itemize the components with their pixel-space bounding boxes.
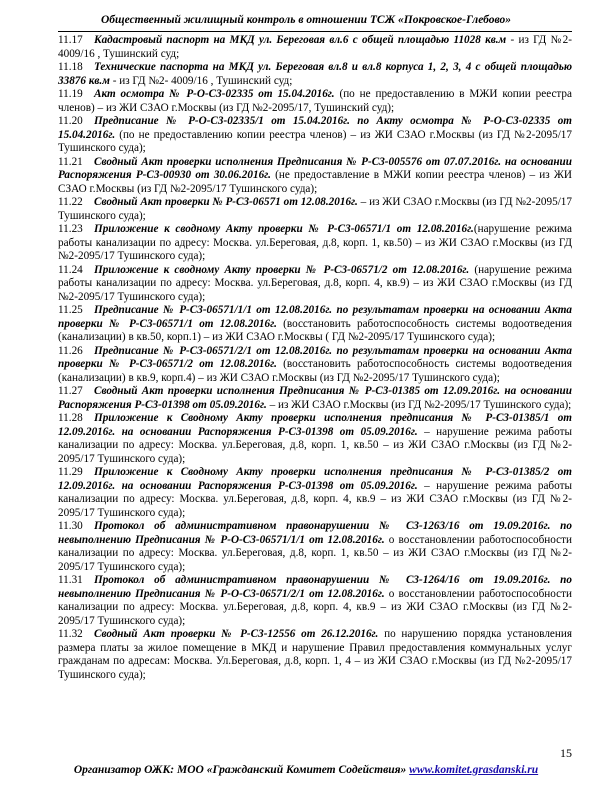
item-title: Технические паспорта на МКД ул. Береговая вл.8 и вл.8 корпуса 1, 2, 3, 4 с общей площадью 33876 кв.м [58, 61, 572, 87]
item-text: – из ЖИ СЗАО г.Москвы (из ГД №2-2095/17 Тушинского суда); [58, 196, 572, 222]
item-text: (по не предоставлению копии реестра членов) – из ЖИ СЗАО г.Москвы (из ГД №2-2095/17 Тушинского суда); [58, 128, 572, 154]
item-number: 11.23 [58, 223, 83, 235]
item-text: (нарушение режима работы канализации по адресу: Москва. ул.Береговая, д.8, корп. 1, кв.50) – из ЖИ СЗАО г.Москвы (из ГД №2-2095/17 Тушинского суда); [58, 223, 573, 262]
item-text: - из ГД №2- 4009/16 , Тушинский суд; [58, 34, 572, 60]
list-item [58, 466, 572, 520]
item-number: 11.19 [58, 88, 83, 100]
footer-organizer-text: Организатор ОЖК: МОО «Гражданский Комитет Содействия» [73, 764, 407, 776]
item-title: Приложение к сводному Акту проверки № Р-С3-06571/1 от 12.08.2016г. [94, 223, 474, 235]
list-item [58, 412, 572, 466]
item-number: 11.26 [58, 344, 83, 357]
list-item [58, 156, 572, 197]
item-title: Сводный Акт проверки исполнения Предписания № Р-С3-01385 от 12.09.2016г. на основании Распоряжения Р-С3-01398 от 05.09.2016г. [58, 385, 572, 411]
header-divider [58, 31, 572, 32]
item-text: (восстановить работоспособность системы водоотведения (канализации) в кв.50, корп.1) – из ЖИ СЗАО г.Москвы ( ГД №2-2095/17 Тушинского суда); [58, 317, 572, 343]
item-title: Приложение к Сводному Акту проверки исполнения предписания № Р-С3-01385/2 от 12.09.2016г. на основании Распоряжения Р-С3-01398 от 05.09.2016г. [58, 466, 572, 492]
list-item [58, 61, 572, 88]
item-number: 11.27 [58, 385, 83, 397]
item-number: 11.28 [58, 412, 83, 424]
item-title: Приложение к сводному Акту проверки № Р-С3-06571/2 от 12.08.2016г. [94, 263, 470, 276]
item-number: 11.32 [58, 628, 83, 640]
item-text: – нарушение режима работы канализации по адресу: Москва. ул.Береговая, д.8, корп. 4, кв.9 – из ЖИ СЗАО г.Москвы (из ГД №2-2095/17 Тушинского суда); [58, 479, 572, 519]
item-text: (по не предоставлению в МЖИ копии реестра членов) – из ЖИ СЗАО г.Москвы (из ГД №2-2095/17, Тушинский суд); [58, 88, 572, 114]
item-text: - из ГД №2- 4009/16 , Тушинский суд; [109, 74, 293, 87]
item-title: Сводный Акт проверки № Р-С3-12556 от 26.12.2016г. [94, 628, 379, 640]
item-title: Протокол об административном правонарушении № С3-1263/16 от 19.09.2016г. по невыполнению Предписания № Р-О-С3-06571/1/1 от 12.08.2016г. [58, 520, 572, 546]
list-item [58, 628, 572, 682]
item-number: 11.24 [58, 263, 83, 276]
item-text: (нарушение режима работы канализации по адресу: Москва. ул.Береговая, д.8, корп. 4, кв.9) – из ЖИ СЗАО г.Москвы (из ГД №2-2095/17 Тушинского суда); [58, 263, 572, 303]
page-header: Общественный жилищный контроль в отношении ТСЖ «Покровское-Глебово» [101, 14, 511, 26]
item-text: по нарушению порядка установления размера платы за жилое помещение в МКД и нарушение Правил предоставления коммунальных услуг гражданам по адресам: Москва. Ул.Береговая, д.8, корп. 1, 4 – из ЖИ СЗАО г.Москвы (из ГД №2-2095/17 Тушинского суда); [58, 628, 572, 681]
item-number: 11.31 [58, 574, 83, 586]
list-item [58, 34, 572, 61]
item-title: Протокол об административном правонарушении № С3-1264/16 от 19.09.2016г. по невыполнению Предписания № Р-О-С3-06571/2/1 от 12.08.2016г. [58, 574, 572, 600]
list-item [58, 223, 572, 264]
item-text: (не предоставление в МЖИ копии реестра членов) – из ЖИ СЗАО г.Москвы (из ГД №2-2095/17 Тушинского суда); [58, 169, 573, 195]
list-item [58, 520, 572, 574]
item-text: – из ЖИ СЗАО г.Москвы (из ГД №2-2095/17 Тушинского суда); [266, 398, 572, 411]
list-item [58, 196, 572, 223]
item-number: 11.25 [58, 304, 83, 316]
item-number: 11.21 [58, 155, 83, 168]
item-title: Предписание № Р-С3-06571/1/1 от 12.08.2016г. по результатам проверки на основании Акта проверки № Р-С3-06571/1 от 12.08.2016г. [58, 304, 572, 330]
item-title: Сводный Акт проверки исполнения Предписания № Р-С3-005576 от 07.07.2016г. на основании Распоряжения Р-С3-00930 от 30.06.2016г. [58, 155, 572, 181]
item-number: 11.30 [58, 520, 83, 532]
footer-website-link[interactable]: www.komitet.grasdanski.ru [409, 764, 539, 776]
page-footer [0, 764, 612, 776]
item-title: Акт осмотра № Р-О-С3-02335 от 15.04.2016г. [94, 88, 335, 100]
list-item [58, 264, 572, 305]
list-item [58, 304, 572, 345]
list-item [58, 574, 572, 628]
list-item [58, 345, 572, 386]
item-title: Предписание № Р-О-С3-02335/1 от 15.04.2016г. по Акту осмотра № Р-О-С3-02335 от 15.04.2016г. [58, 115, 572, 141]
list-item [58, 385, 572, 412]
document-list [58, 34, 572, 682]
list-item [58, 88, 572, 115]
page-number: 15 [560, 746, 572, 760]
item-number: 11.20 [58, 115, 83, 127]
item-text: (восстановить работоспособность системы водоотведения (канализации) в кв.9, корп.4) – из ЖИ СЗАО г.Москвы (из ГД №2-2095/17 Тушинского суда); [58, 358, 572, 384]
item-text: о восстановлении работоспособности канализации по адресу: Москва. ул.Береговая, д.8, корп. 4, кв.9 – из ЖИ СЗАО г.Москвы (из ГД №2-2095/17 Тушинского суда); [58, 587, 572, 627]
item-number: 11.18 [58, 61, 83, 73]
item-text: о восстановлении работоспособности канализации по адресу: Москва. ул.Береговая, д.8, корп. 1, кв.50 – из ЖИ СЗАО г.Москвы (из ГД №2-2095/17 Тушинского суда); [58, 533, 572, 573]
item-title: Кадастровый паспорт на МКД ул. Береговая вл.6 с общей площадью 11028 кв.м [94, 34, 507, 46]
item-title: Приложение к Сводному Акту проверки исполнения предписания № Р-С3-01385/1 от 12.09.2016г. на основании Распоряжения Р-С3-01398 от 05.09.2016г. [58, 412, 572, 438]
item-text: – нарушение режима работы канализации по адресу: Москва. ул.Береговая, д.8, корп. 1, кв.50 – из ЖИ СЗАО г.Москвы (из ГД №2-2095/17 Тушинского суда); [58, 425, 572, 465]
item-title: Предписание № Р-С3-06571/2/1 от 12.08.2016г. по результатам проверки на основании Акта проверки № Р-С3-06571/2 от 12.08.2016г. [58, 344, 572, 370]
item-number: 11.29 [58, 466, 83, 478]
item-number: 11.17 [58, 34, 83, 46]
item-title: Сводный Акт проверки № Р-С3-06571 от 12.08.2016г. [94, 196, 358, 208]
item-number: 11.22 [58, 196, 83, 208]
list-item [58, 115, 572, 156]
